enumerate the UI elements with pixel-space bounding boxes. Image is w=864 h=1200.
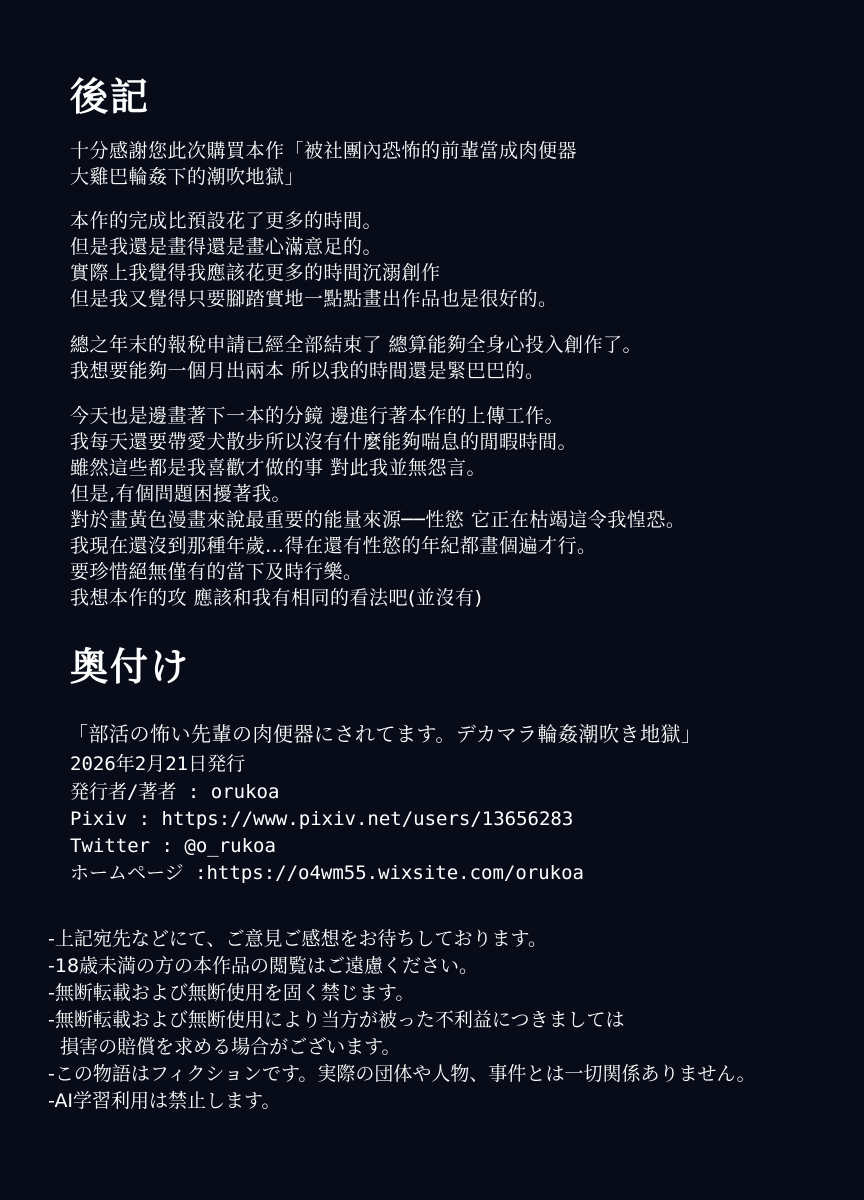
homepage-link: ホームページ :https://o4wm55.wixsite.com/orukoa — [70, 862, 584, 884]
notice-line: -無断転載および無断使用により当方が被った不利益につきましては — [48, 1009, 625, 1031]
notice-line: 損害の賠償を求める場合がございます。 — [48, 1036, 401, 1058]
notice-line: -上記宛先などにて、ご意見ご感想をお待ちしております。 — [48, 928, 547, 950]
afterword-line: 大雞巴輪姦下的潮吹地獄」 — [70, 166, 305, 188]
notice-line: -この物語はフィクションです。実際の団体や人物、事件とは一切関係ありません。 — [48, 1063, 756, 1085]
afterword-line: 我每天還要帶愛犬散步所以沒有什麼能夠喘息的閒暇時間。 — [70, 431, 578, 453]
work-title: 「部活の怖い先輩の肉便器にされてます。デカマラ輪姦潮吹き地獄」 — [68, 722, 702, 746]
afterword-line: 要珍惜絕無僅有的當下及時行樂。 — [70, 561, 363, 583]
afterword-line: 十分感謝您此次購買本作「被社團內恐怖的前輩當成肉便器 — [70, 140, 578, 162]
afterword-heading: 後記 — [70, 75, 151, 119]
afterword-line: 但是我還是畫得還是畫心滿意足的。 — [70, 236, 383, 258]
colophon-heading: 奥付け — [70, 645, 191, 689]
afterword-line: 但是我又覺得只要腳踏實地一點點畫出作品也是很好的。 — [70, 288, 558, 310]
afterword-line: 對於畫黃色漫畫來說最重要的能量來源──性慾 它正在枯竭這令我惶恐。 — [70, 509, 686, 531]
twitter-handle: Twitter : @o_rukoa — [70, 835, 276, 857]
publisher-author: 発行者/著者 : orukoa — [70, 781, 280, 803]
notice-line: -AI学習利用は禁止します。 — [48, 1090, 281, 1112]
afterword-line: 我現在還沒到那種年歲…得在還有性慾的年紀都畫個遍才行。 — [70, 535, 597, 557]
pixiv-link: Pixiv : https://www.pixiv.net/users/13656283 — [70, 808, 574, 830]
afterword-line: 我想本作的攻 應該和我有相同的看法吧(並沒有) — [70, 587, 483, 609]
afterword-line: 實際上我覺得我應該花更多的時間沉溺創作 — [70, 262, 441, 284]
publish-date: 2026年2月21日発行 — [70, 753, 246, 775]
notice-line: -無断転載および無断使用を固く禁じます。 — [48, 982, 415, 1004]
afterword-line: 今天也是邊畫著下一本的分鏡 邊進行著本作的上傳工作。 — [70, 405, 565, 427]
afterword-line: 總之年末的報稅申請已經全部結束了 總算能夠全身心投入創作了。 — [70, 334, 643, 356]
afterword-line: 但是,有個問題困擾著我。 — [70, 483, 292, 505]
afterword-line: 我想要能夠一個月出兩本 所以我的時間還是緊巴巴的。 — [70, 360, 545, 382]
afterword-line: 本作的完成比預設花了更多的時間。 — [70, 210, 383, 232]
afterword-line: 雖然這些都是我喜歡才做的事 對此我並無怨言。 — [70, 457, 487, 479]
notice-line: -18歳未満の方の本作品の閲覧はご遠慮ください。 — [48, 955, 479, 977]
